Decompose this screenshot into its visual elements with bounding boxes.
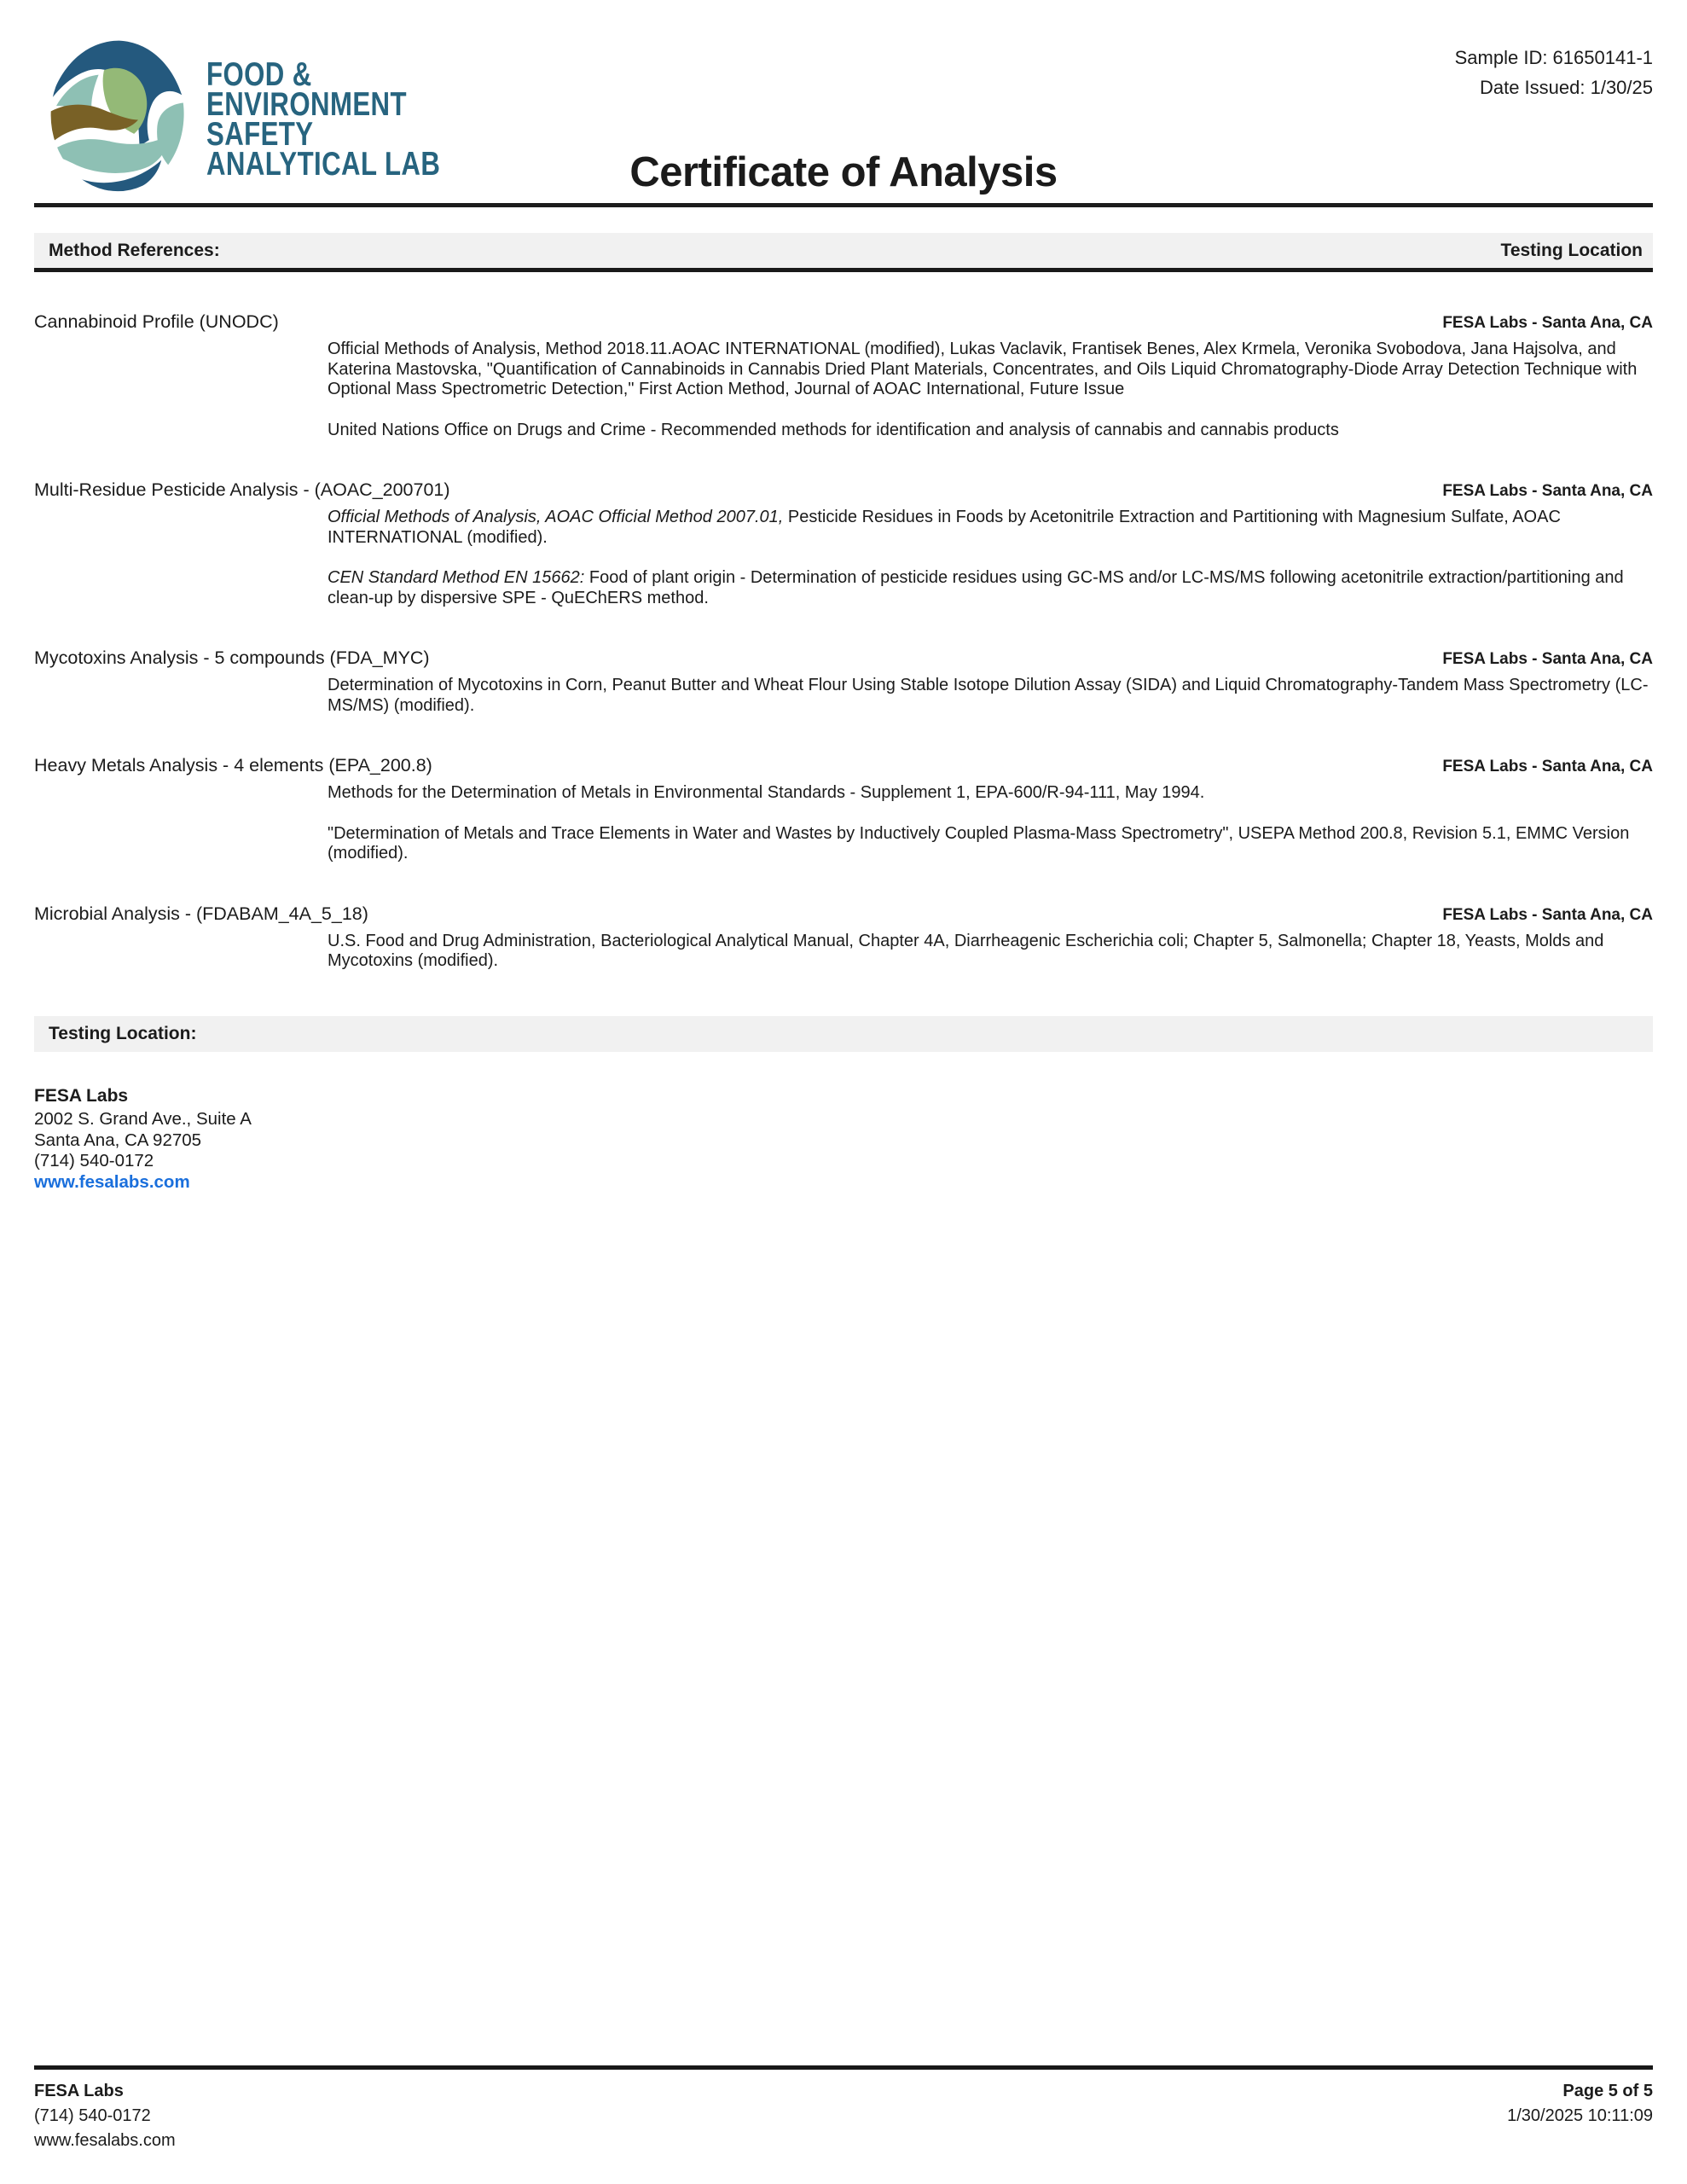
method-section [34,479,1653,608]
address-line: 2002 S. Grand Ave., Suite A [34,1109,252,1129]
method-section-header [34,903,1653,925]
logo-line: ANALYTICAL LAB [206,146,441,183]
testing-location-address [34,1086,1687,1194]
method-paragraph: Determination of Mycotoxins in Corn, Peanut Butter and Wheat Flour Using Stable Isotope Dilution Assay (SIDA) and Liquid Chromatography-Tandem Mass Spectrometry (LC-MS/MS) (modified). [328,676,1649,715]
section-paragraphs [328,508,1653,608]
section-paragraphs [328,340,1653,440]
method-section-header [34,311,1653,333]
section-location: FESA Labs - Santa Ana, CA [1442,905,1653,924]
method-paragraph: United Nations Office on Drugs and Crime - Recommended methods for identification and analysis of cannabis and cannabis products [328,420,1339,439]
header-divider [34,203,1653,207]
testing-location-column-label: Testing Location [1500,240,1643,260]
method-section [34,903,1653,972]
section-paragraphs [328,932,1653,972]
method-references-bar [34,233,1653,272]
section-title: Microbial Analysis - (FDABAM_4A_5_18) [34,903,368,924]
footer-lab-name: FESA Labs [34,2082,124,2100]
method-reference-list [34,311,1653,972]
print-datetime: 1/30/2025 10:11:09 [1507,2106,1653,2125]
section-location: FESA Labs - Santa Ana, CA [1442,758,1653,775]
method-section [34,755,1653,864]
website-link[interactable]: www.fesalabs.com [34,1171,190,1192]
page-title: Certificate of Analysis [629,149,1058,195]
address-line: Santa Ana, CA 92705 [34,1130,202,1150]
section-title: Multi-Residue Pesticide Analysis - (AOAC_200701) [34,479,450,500]
document-header [0,0,1687,203]
method-paragraph: Methods for the Determination of Metals in Environmental Standards - Supplement 1, EPA-600/R-94-111, May 1994. [328,783,1205,802]
phone-number: (714) 540-0172 [34,1151,154,1170]
method-references-label: Method References: [49,240,220,260]
sample-id: Sample ID: 61650141-1 [1454,47,1653,68]
lab-name: FESA Labs [34,1085,129,1106]
method-section-header [34,755,1653,776]
testing-location-label: Testing Location: [49,1023,197,1043]
footer-left [34,2079,176,2153]
page-footer [34,2065,1653,2153]
logo-line: ENVIRONMENT [206,86,407,123]
header-meta [1455,43,1653,102]
section-title: Mycotoxins Analysis - 5 compounds (FDA_MYC) [34,648,430,668]
method-paragraph: Official Methods of Analysis, AOAC Official Method 2007.01, Pesticide Residues in Foods by Acetonitrile Extraction and Partitioning with Magnesium Sulfate, AOAC INTERNATIONAL (modified). [328,508,1561,547]
testing-location-bar [34,1016,1653,1052]
section-paragraphs [328,676,1653,716]
method-paragraph: CEN Standard Method EN 15662: Food of plant origin - Determination of pesticide residues using GC-MS and/or LC-MS/MS following acetonitrile extraction/partitioning and clean-up by dispersive SPE - QuEChERS method. [328,568,1624,607]
section-location: FESA Labs - Santa Ana, CA [1442,482,1653,500]
section-location: FESA Labs - Santa Ana, CA [1442,314,1653,332]
method-section [34,311,1653,440]
method-paragraph: Official Methods of Analysis, Method 2018.11.AOAC INTERNATIONAL (modified), Lukas Vaclavik, Frantisek Benes, Alex Krmela, Veronika Svobodova, Jana Hajsolva, and Katerina Mastovska, "Quantification of Cannabinoids in Cannabis Dried Plant Materials, Concentrates, and Oils Liquid Chromatography-Diode Array Detection Technique with Optional Mass Spectrometric Detection," First Action Method, Journal of AOAC International, Future Issue [328,340,1638,398]
section-title: Heavy Metals Analysis - 4 elements (EPA_200.8) [34,755,432,775]
logo-line: FOOD & [206,56,312,93]
date-issued: Date Issued: 1/30/25 [1479,77,1653,98]
method-paragraph: U.S. Food and Drug Administration, Bacteriological Analytical Manual, Chapter 4A, Diarrheagenic Escherichia coli; Chapter 5, Salmonella; Chapter 18, Yeasts, Molds and Mycotoxins (modified). [328,931,1604,970]
method-section-header [34,479,1653,501]
footer-right [1507,2079,1653,2153]
method-section [34,648,1653,716]
logo-line: SAFETY [206,116,314,153]
page-number: Page 5 of 5 [1562,2082,1653,2100]
footer-website: www.fesalabs.com [34,2131,176,2150]
method-section-header [34,648,1653,669]
section-location: FESA Labs - Santa Ana, CA [1442,650,1653,668]
section-title: Cannabinoid Profile (UNODC) [34,311,279,332]
footer-phone: (714) 540-0172 [34,2106,151,2125]
method-paragraph: "Determination of Metals and Trace Elements in Water and Wastes by Inductively Coupled Plasma-Mass Spectrometry", USEPA Method 200.8, Revision 5.1, EMMC Version (modified). [328,823,1630,863]
section-paragraphs [328,783,1653,864]
